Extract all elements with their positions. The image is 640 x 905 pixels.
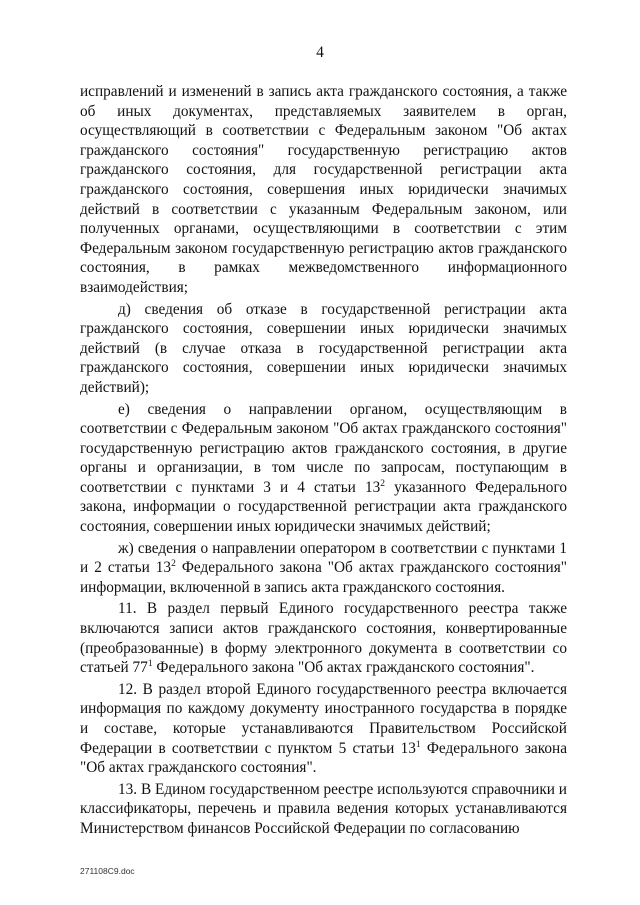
paragraph-12 [80, 680, 567, 778]
superscript: 1 [415, 739, 421, 750]
paragraph-continuation: исправлений и изменений в запись акта гражданского состояния, а также об иных документах, представляемых заявителем в орган, осуществляющий в соответствии с Федеральным законом "Об актах гражданского состояния" государственную регистрацию актов гражданского состояния, для государственной регистрации акта гражданского состояния, совершения иных юридически значимых действий в соответствии с указанным Федеральным законом, или полученных органами, осуществляющими в соответствии с этим Федеральным законом государственную регистрацию актов гражданского состояния, в рамках межведомственного информационного взаимодействия; [80, 83, 567, 296]
paragraph-item-e-text-2: указанного Федерального закона, информации о государственной регистрации акта гражданского состояния, совершении иных юридически значимых действий; [80, 478, 567, 536]
paragraph-11-text-2: Федерального закона "Об актах гражданского состояния". [152, 659, 535, 677]
paragraph-12-text-2: Федерального закона "Об актах гражданского состояния". [80, 739, 567, 777]
page-number: 4 [316, 44, 324, 61]
superscript: 1 [147, 659, 153, 670]
paragraph-11-text-1: 11. В раздел первый Единого государственного реестра также включаются записи актов гражданского состояния, конвертированные (преобразованные) в форму электронного документа в соответствии со статьей 77 [80, 600, 567, 677]
superscript: 2 [380, 478, 385, 489]
paragraph-item-zh-text-1: ж) сведения о направлении оператором в соответствии с пунктами 1 и 2 статьи 13 [80, 539, 567, 577]
paragraph-item-zh-text-2: Федерального закона "Об актах гражданского состояния" информации, включенной в запись акта гражданского состояния. [80, 559, 567, 596]
paragraph-12-text-1: 12. В раздел второй Единого государственного реестра включается информация по каждому документу иностранного государства в порядке и составе, которые устанавливаются Правительством Российской Федерации в соответствии с пунктом 5 статьи 13 [80, 680, 567, 757]
paragraph-item-d: д) сведения об отказе в государственной регистрации акта гражданского состояния, совершении иных юридически значимых действий (в случае отказа в государственной регистрации акта гражданского состояния, совершении иных юридически значимых действий); [80, 300, 567, 396]
paragraph-item-e-text-1: е) сведения о направлении органом, осуществляющим в соответствии с Федеральным законом "Об актах гражданского состояния" государственную регистрацию актов гражданского состояния, в другие органы и организации, в том числе по запросам, поступающим в соответствии с пунктами 3 и 4 статьи 13 [80, 400, 567, 496]
superscript: 2 [171, 559, 176, 570]
paragraph-11 [80, 599, 567, 677]
paragraph-item-zh [80, 539, 567, 598]
document-body [80, 82, 567, 839]
paragraph-13: 13. В Едином государственном реестре используются справочники и классификаторы, перечень и правила ведения которых устанавливаются Министерством финансов Российской Федерации по согласованию [80, 780, 567, 837]
paragraph-item-e [80, 400, 567, 537]
file-label: 271108C9.doc [80, 866, 135, 876]
